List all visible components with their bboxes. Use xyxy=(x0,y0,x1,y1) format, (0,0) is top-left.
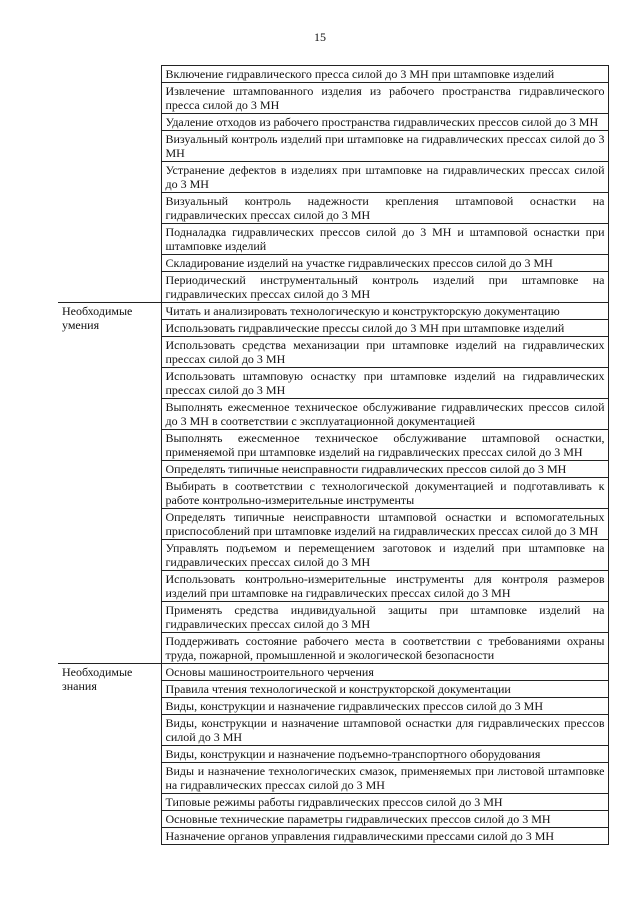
requirement-item: Выполнять ежесменное техническое обслуживание гидравлических прессов силой до 3 МН в соответствии с эксплуатационной документацией xyxy=(161,399,608,430)
requirement-item: Извлечение штампованного изделия из рабочего пространства гидравлического пресса силой до 3 МН xyxy=(161,83,608,114)
requirement-item: Устранение дефектов в изделиях при штамповке на гидравлических прессах силой до 3 МН xyxy=(161,162,608,193)
requirements-table xyxy=(58,65,609,845)
requirement-item: Виды, конструкции и назначение подъемно-транспортного оборудования xyxy=(161,746,608,763)
section-label xyxy=(58,66,161,303)
requirement-item: Подналадка гидравлических прессов силой до 3 МН и штамповой оснастки при штамповке изделий xyxy=(161,224,608,255)
requirement-item: Управлять подъемом и перемещением заготовок и изделий при штамповке на гидравлических прессах силой до 3 МН xyxy=(161,540,608,571)
requirement-item: Правила чтения технологической и конструкторской документации xyxy=(161,681,608,698)
table-row xyxy=(58,66,608,83)
requirements-table-body xyxy=(58,66,608,845)
requirement-item: Периодический инструментальный контроль изделий при штамповке на гидравлических прессах силой до 3 МН xyxy=(161,272,608,303)
requirement-item: Выполнять ежесменное техническое обслуживание штамповой оснастки, применяемой при штамповке изделий на гидравлических прессах силой до 3 МН xyxy=(161,430,608,461)
requirement-item: Визуальный контроль надежности крепления штамповой оснастки на гидравлических прессах силой до 3 МН xyxy=(161,193,608,224)
requirement-item: Использовать контрольно-измерительные инструменты для контроля размеров изделий при штамповке на гидравлических прессах силой до 3 МН xyxy=(161,571,608,602)
requirement-item: Назначение органов управления гидравлическими прессами силой до 3 МН xyxy=(161,828,608,845)
requirement-item: Удаление отходов из рабочего пространства гидравлических прессов силой до 3 МН xyxy=(161,114,608,131)
requirement-item: Определять типичные неисправности штамповой оснастки и вспомогательных приспособлений при штамповке изделий на гидравлических прессах силой до 3 МН xyxy=(161,509,608,540)
section-label: Необходимые умения xyxy=(58,303,161,664)
requirement-item: Основы машиностроительного черчения xyxy=(161,664,608,681)
requirement-item: Выбирать в соответствии с технологической документацией и подготавливать к работе контрольно-измерительные инструменты xyxy=(161,478,608,509)
requirement-item: Читать и анализировать технологическую и конструкторскую документацию xyxy=(161,303,608,320)
requirement-item: Виды, конструкции и назначение штамповой оснастки для гидравлических прессов силой до 3 МН xyxy=(161,715,608,746)
requirement-item: Складирование изделий на участке гидравлических прессов силой до 3 МН xyxy=(161,255,608,272)
table-row xyxy=(58,303,608,320)
requirement-item: Определять типичные неисправности гидравлических прессов силой до 3 МН xyxy=(161,461,608,478)
section-label: Необходимые знания xyxy=(58,664,161,845)
requirement-item: Включение гидравлического пресса силой до 3 МН при штамповке изделий xyxy=(161,66,608,83)
requirement-item: Виды и назначение технологических смазок, применяемых при листовой штамповке на гидравлических прессах силой до 3 МН xyxy=(161,763,608,794)
requirement-item: Виды, конструкции и назначение гидравлических прессов силой до 3 МН xyxy=(161,698,608,715)
requirement-item: Поддерживать состояние рабочего места в соответствии с требованиями охраны труда, пожарной, промышленной и экологической безопасности xyxy=(161,633,608,664)
requirement-item: Использовать штамповую оснастку при штамповке изделий на гидравлических прессах силой до 3 МН xyxy=(161,368,608,399)
requirement-item: Использовать гидравлические прессы силой до 3 МН при штамповке изделий xyxy=(161,320,608,337)
requirement-item: Применять средства индивидуальной защиты при штамповке изделий на гидравлических прессах силой до 3 МН xyxy=(161,602,608,633)
table-row xyxy=(58,664,608,681)
page-number: 15 xyxy=(314,30,326,44)
requirement-item: Визуальный контроль изделий при штамповке на гидравлических прессах силой до 3 МН xyxy=(161,131,608,162)
requirement-item: Использовать средства механизации при штамповке изделий на гидравлических прессах силой до 3 МН xyxy=(161,337,608,368)
requirement-item: Основные технические параметры гидравлических прессов силой до 3 МН xyxy=(161,811,608,828)
requirement-item: Типовые режимы работы гидравлических прессов силой до 3 МН xyxy=(161,794,608,811)
